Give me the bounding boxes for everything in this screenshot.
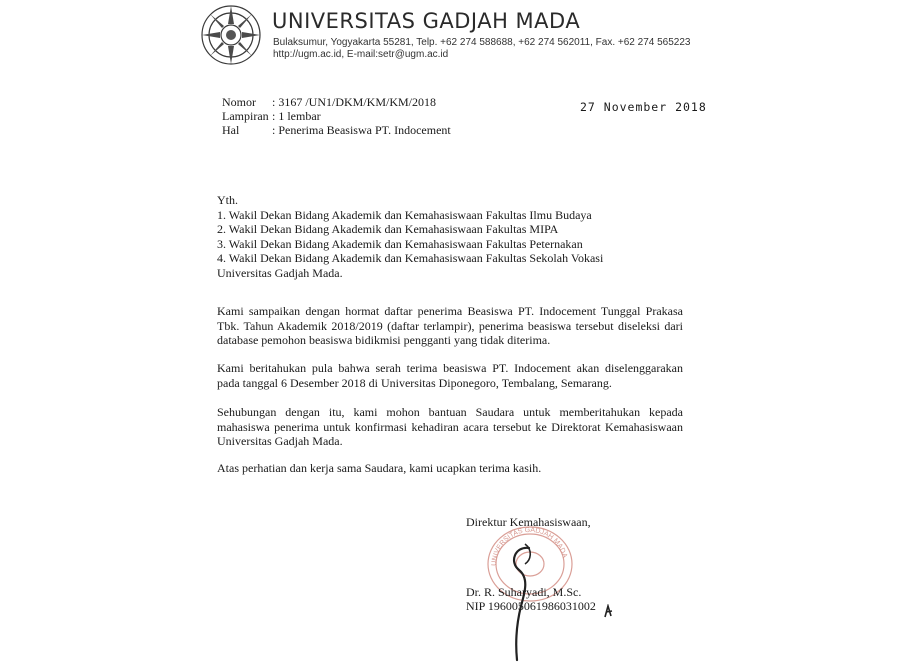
letter-date: 27 November 2018 bbox=[580, 100, 707, 114]
recipient-item: 4. Wakil Dekan Bidang Akademik dan Kemahasiswaan Fakultas Sekolah Vokasi bbox=[217, 251, 604, 265]
paragraph-line: Sehubungan dengan itu, kami mohon bantuan Saudara untuk memberitahukan kepada bbox=[217, 405, 683, 419]
paragraph-line: Kami sampaikan dengan hormat daftar penerima Beasiswa PT. Indocement Tunggal Prakasa bbox=[217, 304, 683, 318]
nomor-label: Nomor bbox=[222, 95, 256, 109]
signatory-nip: NIP 196005061986031002 bbox=[466, 599, 596, 613]
paragraph-4: Atas perhatian dan kerja sama Saudara, kami ucapkan terima kasih. bbox=[217, 461, 542, 475]
recipient-item: 1. Wakil Dekan Bidang Akademik dan Kemahasiswaan Fakultas Ilmu Budaya bbox=[217, 207, 592, 222]
stamp-text: UNIVERSITAS GADJAH MADA bbox=[490, 526, 568, 567]
paragraph-line: Universitas Gadjah Mada. bbox=[217, 434, 343, 448]
hal-label: Hal bbox=[222, 123, 240, 137]
signatory-name: Dr. R. Suharyadi, M.Sc. bbox=[466, 585, 582, 599]
institution-address bbox=[273, 37, 690, 61]
paragraph-line: mahasiswa penerima untuk konfirmasi kehadiran acara tersebut ke Direktorat Kemahasiswaan bbox=[217, 419, 683, 434]
initial-mark bbox=[602, 604, 614, 618]
paragraph-1 bbox=[217, 304, 683, 348]
paragraph-line: database pemohon beasiswa bidikmisi pengganti yang tidak diterima. bbox=[217, 333, 551, 347]
lampiran-label: Lampiran bbox=[222, 109, 269, 123]
signatory-title: Direktur Kemahasiswaan, bbox=[466, 515, 591, 529]
institution-name: UNIVERSITAS GADJAH MADA bbox=[272, 9, 581, 33]
address-line-2: http://ugm.ac.id, E-mail:setr@ugm.ac.id bbox=[273, 49, 449, 60]
paragraph-line: Tbk. Tahun Akademik 2018/2019 (daftar terlampir), penerima beasiswa tersebut diseleksi dari bbox=[217, 318, 683, 333]
paragraph-2 bbox=[217, 361, 683, 390]
lampiran-value: : 1 lembar bbox=[272, 109, 321, 123]
address-line-1: Bulaksumur, Yogyakarta 55281, Telp. +62 274 588688, +62 274 562011, Fax. +62 274 565223 bbox=[273, 37, 691, 48]
letter-meta bbox=[222, 95, 502, 140]
nomor-value: : 3167 /UN1/DKM/KM/KM/2018 bbox=[272, 95, 437, 109]
hal-value: : Penerima Beasiswa PT. Indocement bbox=[272, 123, 451, 137]
paragraph-line: pada tanggal 6 Desember 2018 di Universitas Diponegoro, Tembalang, Semarang. bbox=[217, 375, 612, 390]
recipients-block bbox=[217, 193, 637, 280]
recipient-closing: Universitas Gadjah Mada. bbox=[217, 265, 343, 280]
recipient-item: 2. Wakil Dekan Bidang Akademik dan Kemahasiswaan Fakultas MIPA bbox=[217, 222, 559, 236]
greeting: Yth. bbox=[217, 193, 238, 207]
recipient-item: 3. Wakil Dekan Bidang Akademik dan Kemahasiswaan Fakultas Peternakan bbox=[217, 236, 583, 251]
paragraph-3 bbox=[217, 405, 683, 449]
paragraph-line: Kami beritahukan pula bahwa serah terima beasiswa PT. Indocement akan diselenggarakan bbox=[217, 361, 683, 375]
ugm-logo bbox=[200, 4, 262, 66]
